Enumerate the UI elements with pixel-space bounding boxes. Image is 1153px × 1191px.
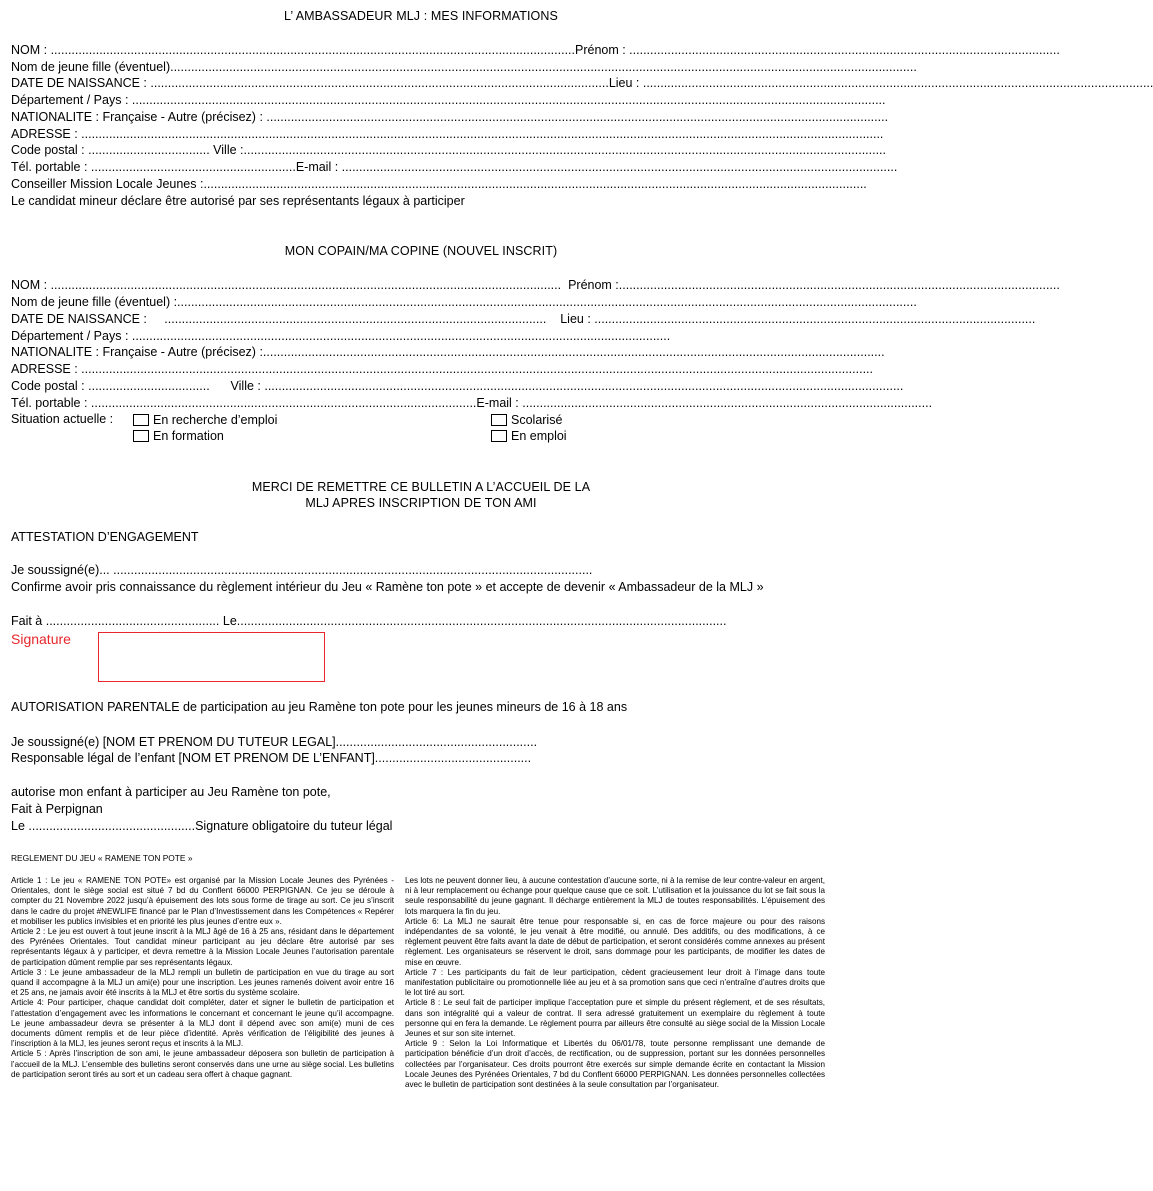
s2-dept-field[interactable]: Département / Pays : ........................................................................................................................................................... (11, 329, 671, 343)
s2-cp-field[interactable]: Code postal : ................................... (11, 379, 210, 393)
s1-tel-row (11, 159, 898, 176)
s2-nom-row (11, 277, 1060, 294)
checkbox-scolarise[interactable] (491, 414, 507, 426)
reglement-article: Article 3 : Le jeune ambassadeur de la MLJ rempli un bulletin de participation en vue du tirage au sort quand il accompagne à la MLJ un ami(e) pour une inscription. Les jeunes ramenés doivent avoir entre 16 et 25 ans, ne jamais avoir été inscrits à la MLJ et être sortis du système scolaire. (11, 967, 394, 998)
s1-mineur-text: Le candidat mineur déclare être autorisé par ses représentants légaux à participer (11, 194, 465, 208)
reglement-col1 (11, 876, 394, 1080)
autorisation-fait-text: Fait à Perpignan (11, 802, 103, 816)
s1-nom-field[interactable]: NOM : ....................................................................................................................................................... (11, 43, 575, 57)
reglement-article: Article 8 : Le seul fait de participer implique l’acceptation pure et simple du présent règlement, et de ses résultats, dans son intégralité qui a valeur de contrat. Il sera adressé gratuitement un exemplaire du règlement à toute personne qui en fera la demande. Le règlement pourra par ailleurs être consulté au siège social de la Mission Locale Jeunes et sur son site internet. (405, 998, 825, 1039)
s2-nationalite-field[interactable]: NATIONALITE : Française - Autre (précisez) :................................................................................................................................................................................... (11, 345, 885, 359)
merci-line1: MERCI DE REMETTRE CE BULLETIN A L’ACCUEIL DE LA (251, 480, 591, 494)
s1-ville-field[interactable]: Ville :......................................................................................................................................................................................... (213, 143, 886, 157)
s1-prenom-field[interactable]: Prénom : ............................................................................................................................ (575, 43, 1060, 57)
s2-opt-scolarise[interactable] (491, 412, 562, 429)
s2-lieu-field[interactable]: Lieu : ............................................................................................................................... (560, 312, 1036, 326)
s1-ddn-row (11, 75, 1153, 92)
s2-opt-scolarise-label: Scolarisé (511, 413, 563, 427)
signature-label: Signature (11, 631, 71, 647)
autorisation-autorise-text: autorise mon enfant à participer au Jeu Ramène ton pote, (11, 785, 331, 799)
attestation-fait-field[interactable]: Fait à .................................................. (11, 614, 220, 628)
s2-ddn-row (11, 311, 1036, 328)
autorisation-responsable-field[interactable]: Responsable légal de l’enfant [NOM ET PRENOM DE L’ENFANT]............................................. (11, 751, 532, 765)
s2-tel-row (11, 395, 933, 412)
s2-nomjf-field[interactable]: Nom de jeune fille (éventuel) :..................................................................................................................................................................................................................... (11, 295, 917, 309)
reglement-article: Article 6: La MLJ ne saurait être tenue pour responsable si, en cas de force majeure ou pour des raisons indépendantes de sa volonté, le jeu venait à être modifié, ou annulé. Des additifs, ou des modifications, à ce règlement peuvent être faits avant la date de début de participation, et seront considérés comme annexes au présent règlement. Les organisateurs se réservent le droit, sans dommage pour les participants, de modifier les dates de mise en œuvre. (405, 916, 825, 967)
attestation-fait-row (11, 613, 831, 630)
reglement-article: Article 5 : Après l’inscription de son ami, le jeune ambassadeur déposera son bulletin de participation à l’accueil de la MLJ. L’ensemble des bulletins seront conservés dans une urne au siège social. Les bulletins de participation seront tirés au sort et un cadeau sera offert à chaque gagnant. (11, 1049, 394, 1079)
s2-cp-row (11, 378, 904, 395)
reglement-col2 (405, 876, 825, 1090)
s1-dept-field[interactable]: Département / Pays : ......................................................................................................................................................................................................................... (11, 93, 886, 107)
s1-nationalite-field[interactable]: NATIONALITE : Française - Autre (précisez) : ................................................................................................................................................................................... (11, 110, 889, 124)
signature-box[interactable] (98, 632, 325, 682)
s2-adresse-field[interactable]: ADRESSE : .................................................................................................................................................................................................................................... (11, 362, 873, 376)
s1-nomjf-field[interactable]: Nom de jeune fille (éventuel)....................................................................................................................................................................................................................... (11, 60, 917, 74)
autorisation-le-field[interactable]: Le ................................................Signature obligatoire du tuteur légal (11, 819, 393, 833)
s2-opt-formation-label: En formation (153, 429, 224, 443)
attestation-le-field[interactable]: Le............................................................................................................................................. (222, 614, 727, 628)
s2-ddn-label: DATE DE NAISSANCE : (11, 312, 147, 326)
checkbox-formation[interactable] (133, 430, 149, 442)
reglement-article: Article 9 : Selon la Loi Informatique et Libertés du 06/01/78, toute personne remplissant une demande de participation bénéficie d’un droit d’accès, de rectification, ou de suppression, portant sur les données personnelles collectées par l’organisateur. Ces droits pourront être exercés sur simple demande écrite en contactant la Mission Locale Jeunes des Pyrénées Orientales, 7 bd du Conflent 66000 PERPIGNAN. Les données personnelles collectées avec le bulletin de participation sont destinées à la seule consultation par l’organisateur. (405, 1039, 825, 1090)
s2-email-field[interactable]: E-mail : ...................................................................................................................... (476, 396, 933, 410)
reglement-article: Article 1 : Le jeu « RAMENE TON POTE» est organisé par la Mission Locale Jeunes des Pyrénées -Orientales, dont le siège social est situé 7 bd du Conflent 66000 PERPIGNAN. Ce jeu se déroule à compter du 21 Novembre 2022 jusqu’à épuisement des lots sous forme de tirage au sort. Ce jeu s’inscrit dans le cadre du projet #NEWLIFE financé par le Plan d’Investissement dans les Compétences « Repérer et mobiliser les publics invisibles et en priorité les plus jeunes d’entre eux ». (11, 876, 394, 926)
s1-email-field[interactable]: E-mail : ................................................................................................................................................................ (295, 160, 898, 174)
attestation-title: ATTESTATION D’ENGAGEMENT (11, 530, 199, 544)
reglement-article: Article 2 : Le jeu est ouvert à tout jeune inscrit à la MLJ âgé de 16 à 25 ans, résidant dans le département des Pyrénées Orientales. Tout candidat mineur participant au jeu déclare être autorisé par ses représentants légaux à y participer, et devra remettre à la Mission Locale Jeunes l’autorisation parentale de participation dûment remplie par ses représentants légaux. (11, 927, 394, 967)
s1-cp-row (11, 142, 886, 159)
checkbox-emploi[interactable] (491, 430, 507, 442)
reglement-article: Les lots ne peuvent donner lieu, à aucune contestation d’aucune sorte, ni à la remise de leur contre-valeur en argent, ni à leur remplacement ou échange pour quelque cause que ce soit. L’utilisation et la jouissance du lot se fait sous la seule responsabilité du jeune gagnant. Il décharge entièrement la MLJ de toutes responsabilités. L’épuisement des lots marquera la fin du jeu. (405, 876, 825, 916)
reglement-title: REGLEMENT DU JEU « RAMENE TON POTE » (11, 853, 193, 863)
s1-tel-field[interactable]: Tél. portable : ........................................................... (11, 160, 296, 174)
autorisation-tuteur-field[interactable]: Je soussigné(e) [NOM ET PRENOM DU TUTEUR LEGAL].......................................................... (11, 735, 538, 749)
s2-prenom-field[interactable]: Prénom :............................................................................................................................... (568, 278, 1060, 292)
attestation-soussigne-field[interactable]: Je soussigné(e)... .......................................................................................................................................... (11, 563, 593, 577)
s2-nom-field[interactable]: NOM : ................................................................................................................................................... (11, 278, 562, 292)
s2-situation-label: Situation actuelle : (11, 412, 114, 426)
s1-cp-field[interactable]: Code postal : ................................... (11, 143, 210, 157)
s2-tel-field[interactable]: Tél. portable : ............................................................................................................... (11, 396, 477, 410)
s2-opt-recherche-label: En recherche d’emploi (153, 413, 278, 427)
s2-ville-field[interactable]: Ville : ........................................................................................................................................................................................ (230, 379, 904, 393)
s2-ddn-field[interactable]: .............................................................................................................. (164, 312, 547, 326)
s2-opt-formation[interactable] (133, 428, 224, 445)
checkbox-recherche[interactable] (133, 414, 149, 426)
section1-title: L’ AMBASSADEUR MLJ : MES INFORMATIONS (284, 9, 558, 23)
s2-opt-recherche[interactable] (133, 412, 277, 429)
autorisation-title: AUTORISATION PARENTALE de participation au jeu Ramène ton pote pour les jeunes mineurs de 16 à 18 ans (11, 700, 628, 714)
section2-title: MON COPAIN/MA COPINE (NOUVEL INSCRIT) (284, 244, 558, 258)
s2-opt-emploi-label: En emploi (511, 429, 567, 443)
s1-lieu-field[interactable]: Lieu : ................................................................................................................................................... (608, 76, 1153, 90)
s1-nom-row (11, 42, 1060, 59)
s2-opt-emploi[interactable] (491, 428, 567, 445)
merci-line2: MLJ APRES INSCRIPTION DE TON AMI (305, 496, 537, 510)
reglement-article: Article 4: Pour participer, chaque candidat doit compléter, dater et signer le bulletin de participation et l’attestation d’engagement avec les informations le concernant et concernant le jeune qu’il accompagne. Le jeune ambassadeur devra se présenter à la MLJ dont il dépend avec son ami(e) muni de ces documents dûment remplis et de leur pièce d’identité. Après vérification de l’éligibilité des jeunes à l’inscription à la MLJ, les jeunes seront reçus et inscrits à la MLJ. (11, 998, 394, 1049)
s1-adresse-field[interactable]: ADRESSE : ....................................................................................................................................................................................................................................... (11, 127, 884, 141)
s1-ddn-field[interactable]: DATE DE NAISSANCE : .................................................................................................................................... (11, 76, 609, 90)
s1-conseiller-field[interactable]: Conseiller Mission Locale Jeunes :............................................................................................................................................................................................... (11, 177, 867, 191)
attestation-confirme-text: Confirme avoir pris connaissance du règlement intérieur du Jeu « Ramène ton pote » et accepte de devenir « Ambassadeur de la MLJ » (11, 580, 764, 594)
reglement-article: Article 7 : Les participants du fait de leur participation, cèdent gracieusement leur droit à l’image dans toute manifestation publicitaire ou promotionnelle liée au jeu et à sa promotion sans que ceci n’entraîne d’autres droits que le lot tiré au sort. (405, 967, 825, 998)
